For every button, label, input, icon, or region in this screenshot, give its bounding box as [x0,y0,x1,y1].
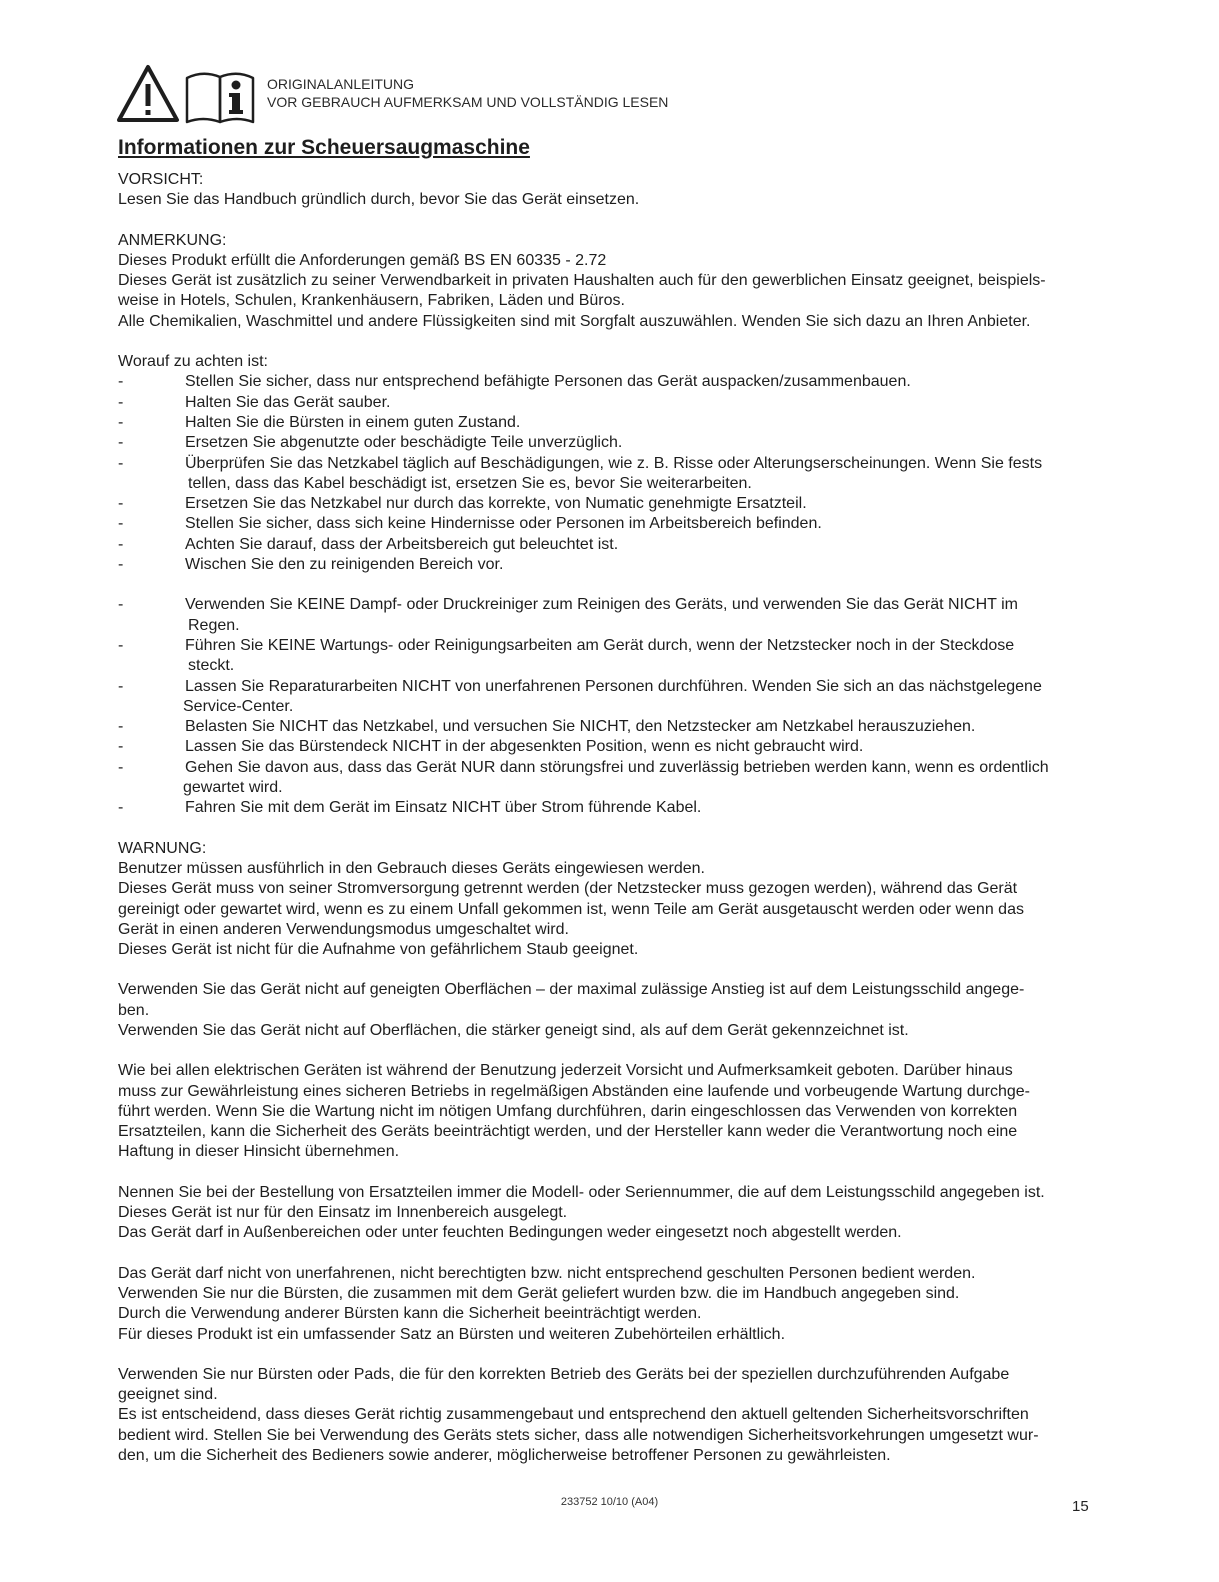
paragraph-line: Für dieses Produkt ist ein umfassender Satz an Bürsten und weiteren Zubehörteilen erhältlich. [118,1325,786,1343]
list-item [118,717,1093,737]
anmerkung-section [118,231,1093,332]
worauf-label: Worauf zu achten ist: [118,353,268,371]
anmerkung-line: weise in Hotels, Schulen, Krankenhäusern, Fabriken, Läden und Büros. [118,292,625,310]
paragraph-line: bedient wird. Stellen Sie bei Verwendung des Geräts stets sicher, dass alle notwendigen Sicherheitsvorkehrungen umgesetzt wur- [118,1426,1039,1444]
document-body [118,134,1093,1486]
list-item-text: Halten Sie das Gerät sauber. [185,393,391,411]
header-text [267,75,668,111]
list-dash: - [118,535,124,553]
list-item [118,393,1093,413]
warning-triangle-icon [119,67,177,120]
warnung-line: Gerät in einen anderen Verwendungsmodus umgeschaltet wird. [118,920,569,938]
paragraph-line: Das Gerät darf in Außenbereichen oder unter feuchten Bedingungen weder eingesetzt noch abgestellt werden. [118,1224,902,1242]
list-item-text: Führen Sie KEINE Wartungs- oder Reinigungsarbeiten am Gerät durch, wenn der Netzstecker noch in der Steckdose [185,636,1015,654]
paragraph-line: Wie bei allen elektrischen Geräten ist während der Benutzung jederzeit Vorsicht und Aufmerksamkeit geboten. Darüber hinaus [118,1062,1013,1080]
list-item-text: Ersetzen Sie das Netzkabel nur durch das korrekte, von Numatic genehmigte Ersatzteil. [185,495,807,513]
paragraph-spare-parts [118,1183,1093,1244]
list-item-text: Verwenden Sie KEINE Dampf- oder Druckreiniger zum Reinigen des Geräts, und verwenden Sie das Gerät NICHT im [185,596,1018,614]
paragraph-line: muss zur Gewährleistung eines sicheren Betriebs in regelmäßigen Abständen eine laufende und vorbeugende Wartung durchge- [118,1082,1030,1100]
page-header [117,64,817,126]
paragraph-operators [118,1264,1093,1345]
paragraph-brushes [118,1365,1093,1466]
list-dash: - [118,413,124,431]
paragraph-maintenance [118,1061,1093,1162]
list-item [118,636,1093,677]
paragraph-line: geeignet sind. [118,1386,218,1404]
list-item-continuation: Regen. [188,616,240,634]
header-line-1: ORIGINALANLEITUNG [267,76,415,92]
list-item-text: Achten Sie darauf, dass der Arbeitsbereich gut beleuchtet ist. [185,535,619,553]
list-item [118,494,1093,514]
list-item [118,798,1093,818]
list-item-text: Lassen Sie Reparaturarbeiten NICHT von unerfahrenen Personen durchführen. Wenden Sie sich an das nächstgelegene [185,677,1042,695]
vorsicht-label: VORSICHT: [118,171,204,188]
vorsicht-section [118,170,1093,211]
warnung-line: Benutzer müssen ausführlich in den Gebrauch dieses Geräts eingewiesen werden. [118,859,705,877]
checklist-1 [118,372,1093,575]
list-item-text: Ersetzen Sie abgenutzte oder beschädigte Teile unverzüglich. [185,434,623,452]
list-dash: - [118,434,124,452]
list-dash: - [118,373,124,391]
list-item [118,555,1093,575]
document-code: 233752 10/10 (A04) [560,1496,659,1508]
list-item [118,413,1093,433]
list-item-text: Gehen Sie davon aus, dass das Gerät NUR dann störungsfrei und zuverlässig betrieben werden kann, wenn es ordentlich [185,758,1049,776]
list-item-text: Halten Sie die Bürsten in einem guten Zustand. [185,413,521,431]
paragraph-line: führt werden. Wenn Sie die Wartung nicht im nötigen Umfang durchführen, darin eingeschlossen das Verwenden von korrekten [118,1102,1018,1120]
list-item-text: Fahren Sie mit dem Gerät im Einsatz NICHT über Strom führende Kabel. [185,799,702,817]
paragraph-line: Ersatzteilen, kann die Sicherheit des Geräts beeinträchtigt werden, und der Hersteller kann weder die Verantwortung noch eine [118,1123,1018,1141]
list-item-text: Belasten Sie NICHT das Netzkabel, und versuchen Sie NICHT, den Netzstecker am Netzkabel herauszuziehen. [185,718,976,736]
header-icon-graphic [117,64,257,126]
warnung-section [118,839,1093,961]
checklist-2 [118,595,1093,818]
paragraph-line: ben. [118,1001,150,1019]
paragraph-line: Verwenden Sie das Gerät nicht auf Oberflächen, die stärker geneigt sind, als auf dem Gerät gekennzeichnet ist. [118,1021,909,1039]
page-number: 15 [1072,1498,1089,1515]
list-item-continuation: steckt. [188,657,235,675]
list-dash: - [118,636,124,654]
paragraph-incline [118,980,1093,1041]
header-icons [117,64,257,131]
list-dash: - [118,454,124,472]
list-item-text: Wischen Sie den zu reinigenden Bereich vor. [185,556,504,574]
list-item [118,514,1093,534]
warnung-line: Dieses Gerät muss von seiner Stromversorgung getrennt werden (der Netzstecker muss gezogen werden), während das Gerät [118,880,1018,898]
paragraph-line: Es ist entscheidend, dass dieses Gerät richtig zusammengebaut und entsprechend den aktuell geltenden Sicherheitsvorschriften [118,1406,1029,1424]
worauf-section [118,352,1093,575]
paragraph-line: Verwenden Sie das Gerät nicht auf geneigten Oberflächen – der maximal zulässige Anstieg ist auf dem Leistungsschild angege- [118,981,1025,999]
paragraph-line: den, um die Sicherheit des Bedieners sowie anderer, möglicherweise betroffener Personen zu gewährleisten. [118,1447,891,1465]
list-dash: - [118,515,124,533]
paragraph-line: Durch die Verwendung anderer Bürsten kann die Sicherheit beeinträchtigt werden. [118,1305,702,1323]
list-dash: - [118,495,124,513]
list-dash: - [118,718,124,736]
list-dash: - [118,799,124,817]
anmerkung-line: Dieses Gerät ist zusätzlich zu seiner Verwendbarkeit in privaten Haushalten auch für den gewerblichen Einsatz geeignet, beispiels- [118,272,1046,290]
list-item-text: Stellen Sie sicher, dass sich keine Hindernisse oder Personen im Arbeitsbereich befinden. [185,515,822,533]
warnung-line: gereinigt oder gewartet wird, wenn es zu einem Unfall gekommen ist, wenn Teile am Gerät ausgetauscht werden oder wenn das [118,900,1024,918]
list-item-continuation: Service-Center. [183,697,294,715]
list-dash: - [118,738,124,756]
list-item [118,758,1093,799]
list-dash: - [118,596,124,614]
list-item [118,372,1093,392]
list-item-continuation: tellen, dass das Kabel beschädigt ist, ersetzen Sie es, bevor Sie weiterarbeiten. [188,474,752,492]
manual-info-icon [187,74,253,122]
paragraph-line: Dieses Gerät ist nur für den Einsatz im Innenbereich ausgelegt. [118,1204,568,1222]
anmerkung-label: ANMERKUNG: [118,231,227,249]
worauf-section-2 [118,595,1093,818]
list-item-text: Lassen Sie das Bürstendeck NICHT in der abgesenkten Position, wenn es nicht gebraucht wird. [185,738,864,756]
anmerkung-line: Alle Chemikalien, Waschmittel und andere Flüssigkeiten sind mit Sorgfalt auszuwählen. Wenden Sie sich dazu an Ihren Anbieter. [118,312,1031,330]
warnung-label: WARNUNG: [118,839,207,857]
paragraph-line: Verwenden Sie nur Bürsten oder Pads, die für den korrekten Betrieb des Geräts bei der speziellen durchzuführenden Aufgabe [118,1365,1010,1383]
list-dash: - [118,556,124,574]
list-item-continuation: gewartet wird. [183,779,283,797]
list-item [118,535,1093,555]
list-dash: - [118,758,124,776]
list-item [118,677,1093,718]
warnung-line: Dieses Gerät ist nicht für die Aufnahme von gefährlichem Staub geeignet. [118,941,639,959]
paragraph-line: Nennen Sie bei der Bestellung von Ersatzteilen immer die Modell- oder Seriennummer, die auf dem Leistungsschild angegeben ist. [118,1183,1045,1201]
list-item-text: Stellen Sie sicher, dass nur entsprechend befähigte Personen das Gerät auspacken/zusammenbauen. [185,373,911,391]
paragraph-line: Haftung in dieser Hinsicht übernehmen. [118,1143,400,1161]
list-item-text: Überprüfen Sie das Netzkabel täglich auf Beschädigungen, wie z. B. Risse oder Alterungserscheinungen. Wenn Sie fests [185,454,1043,472]
paragraph-line: Das Gerät darf nicht von unerfahrenen, nicht berechtigten bzw. nicht entsprechend geschulten Personen bedient werden. [118,1264,976,1282]
page-title: Informationen zur Scheuersaugmaschine [118,136,530,159]
list-dash: - [118,393,124,411]
vorsicht-text: Lesen Sie das Handbuch gründlich durch, bevor Sie das Gerät einsetzen. [118,191,640,209]
header-line-2: VOR GEBRAUCH AUFMERKSAM UND VOLLSTÄNDIG LESEN [267,94,669,110]
list-dash: - [118,677,124,695]
list-item [118,595,1093,636]
list-item [118,454,1093,495]
anmerkung-line: Dieses Produkt erfüllt die Anforderungen gemäß BS EN 60335 - 2.72 [118,251,607,269]
paragraph-line: Verwenden Sie nur die Bürsten, die zusammen mit dem Gerät geliefert wurden bzw. die im Handbuch angegeben sind. [118,1284,960,1302]
list-item [118,737,1093,757]
list-item [118,433,1093,453]
